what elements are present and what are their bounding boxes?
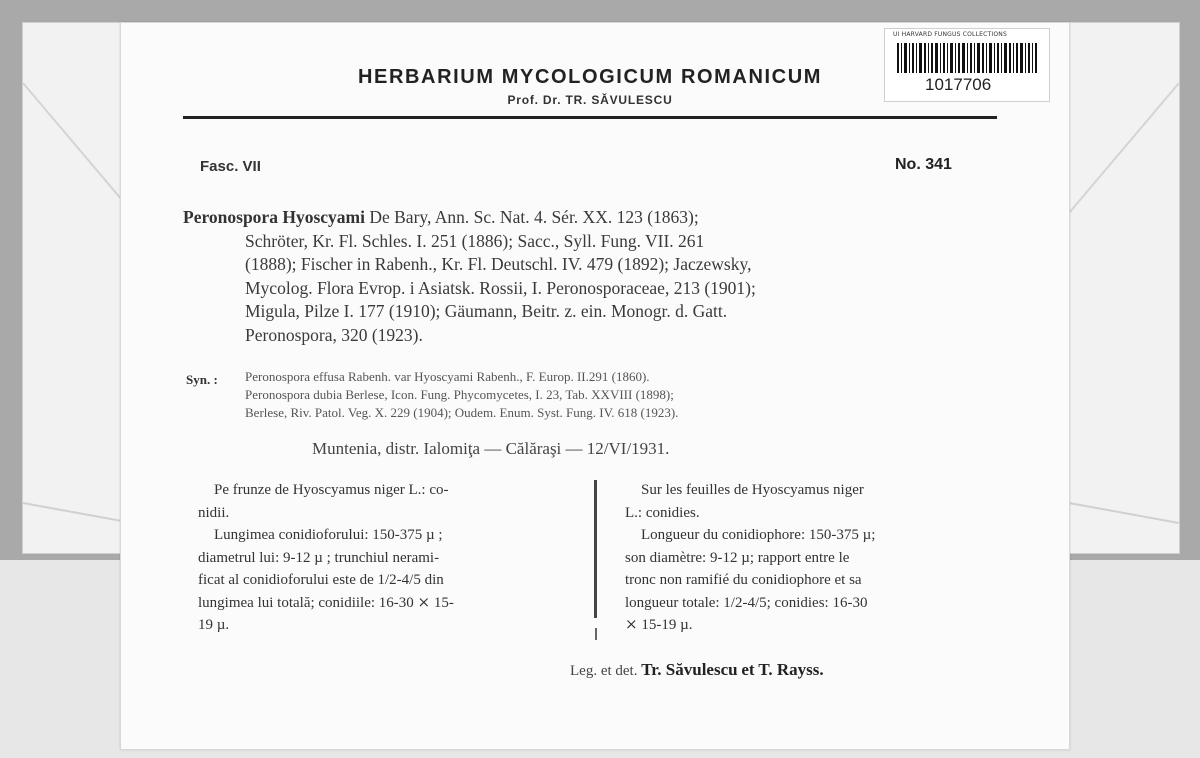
exsiccata-number: No. 341 (895, 156, 952, 173)
citation-line (183, 206, 1003, 230)
barcode-sticker (884, 28, 1050, 102)
description-line: L.: conidies. (625, 504, 700, 521)
description-line: diametrul lui: 9-12 µ ; trunchiul nerami- (198, 549, 440, 566)
description-line: Pe frunze de Hyoscyamus niger L.: co- (214, 482, 449, 498)
description-line: longueur totale: 1/2-4/5; conidies: 16-30 (625, 594, 868, 611)
species-citation (183, 206, 1003, 347)
citation-line: (1888); Fischer in Rabenh., Kr. Fl. Deutschl. IV. 479 (1892); Jaczewsky, (245, 254, 752, 274)
citation-line: Schröter, Kr. Fl. Schles. I. 251 (1886); Sacc., Syll. Fung. VII. 261 (245, 230, 705, 251)
citation-line: Peronospora, 320 (1923). (245, 324, 423, 345)
collector-name-1: Tr. Săvulescu (641, 660, 738, 679)
description-line: nidii. (198, 504, 230, 521)
species-name: Peronospora Hyoscyami (183, 207, 365, 227)
synonym-line: Peronospora dubia Berlese, Icon. Fung. Phycomycetes, I. 23, Tab. XXVIII (1898); (245, 387, 674, 402)
citation-line: Migula, Pilze I. 177 (1910); Gäumann, Beitr. z. ein. Monogr. d. Gatt. (245, 301, 728, 321)
barcode-number: 1017706 (925, 75, 992, 94)
column-divider-tick (595, 628, 597, 640)
collector-prefix: Leg. et det. (570, 663, 638, 679)
synonyms-block (245, 368, 1015, 422)
description-line: Sur les feuilles de Hyoscyamus niger (641, 482, 864, 498)
fascicle-label: Fasc. VII (200, 158, 261, 175)
description-line: tronc non ramifié du conidiophore et sa (625, 572, 862, 588)
description-line: Longueur du conidiophore: 150-375 µ; (641, 527, 876, 543)
description-line: Lungimea conidioforului: 150-375 µ ; (214, 527, 443, 543)
column-divider (594, 480, 597, 618)
synonym-line: Peronospora effusa Rabenh. var Hyoscyami Rabenh., F. Europ. II.291 (1860). (245, 369, 650, 384)
description-line: lungimea lui totală; conidiile: 16-30 ⨯ 15- (198, 594, 454, 611)
collector-conjunction: et (741, 660, 755, 679)
header-rule (183, 116, 997, 119)
synonym-line: Berlese, Riv. Patol. Veg. X. 229 (1904); Oudem. Enum. Syst. Fung. IV. 618 (1923). (245, 405, 679, 420)
citation-line: Mycolog. Flora Evrop. i Asiatsk. Rossii, I. Peronosporaceae, 213 (1901); (245, 277, 756, 298)
barcode-caption: UI HARVARD FUNGUS COLLECTIONS (893, 31, 1007, 38)
header-subtitle: Prof. Dr. TR. SĂVULESCU (507, 93, 673, 107)
header-title: HERBARIUM MYCOLOGICUM ROMANICUM (357, 66, 822, 88)
description-line: son diamètre: 9-12 µ; rapport entre le (625, 549, 850, 566)
collector-name-2: T. Rayss. (758, 660, 824, 679)
description-line: ficat al conidioforului este de 1/2-4/5 din (198, 572, 444, 588)
description-line: ⨯ 15-19 µ. (625, 617, 693, 633)
collector-line (570, 660, 824, 680)
description-romanian (198, 479, 568, 637)
description-line: 19 µ. (198, 617, 230, 633)
citation-text: De Bary, Ann. Sc. Nat. 4. Sér. XX. 123 (1863); (364, 207, 699, 227)
description-french (625, 479, 1020, 637)
synonyms-label: Syn. : (186, 372, 218, 387)
locality-date: Muntenia, distr. Ialomiţa — Călăraşi — 12/VI/1931. (312, 439, 670, 458)
